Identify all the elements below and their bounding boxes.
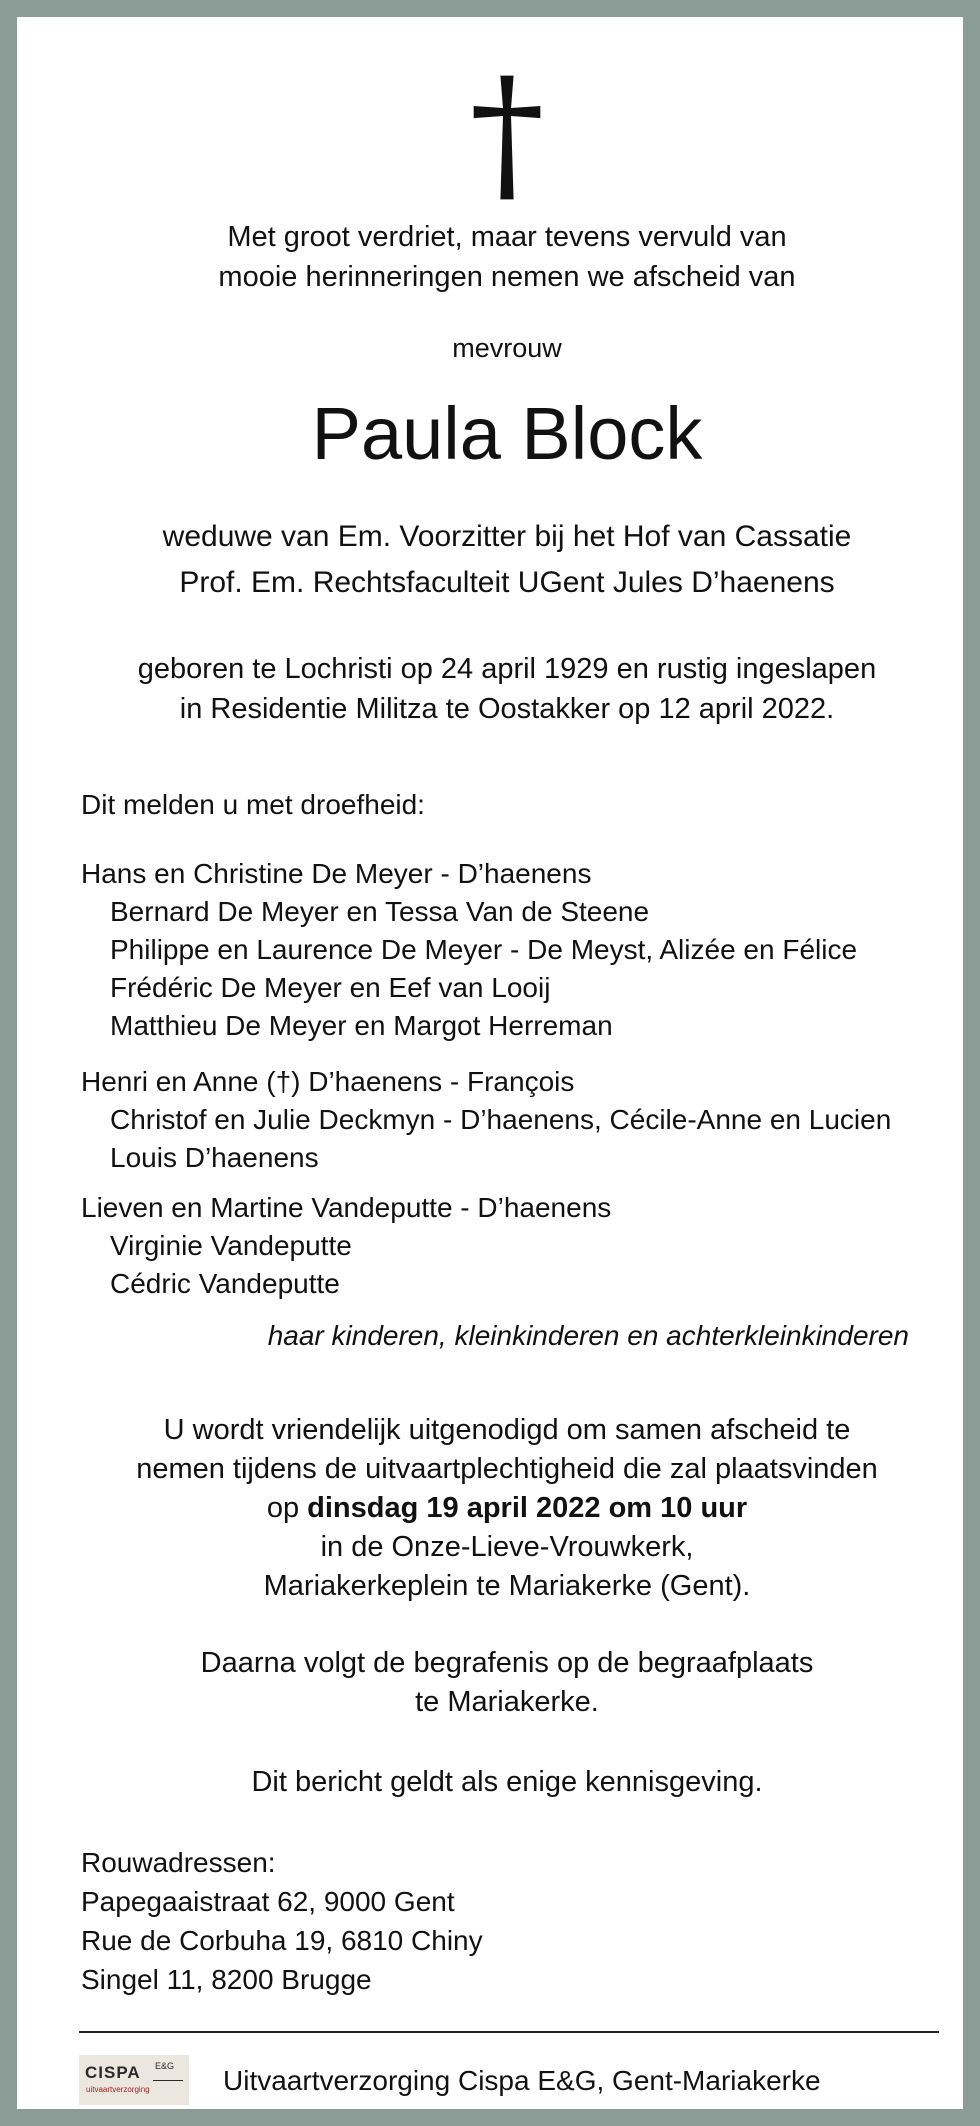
burial-text: Daarna volgt de begrafenis op de begraafplaats te Mariakerke. — [200, 1647, 814, 1718]
deceased-name: Paula Block — [311, 392, 703, 475]
family-head: Henri en Anne (†) D’haenens - François — [81, 1066, 575, 1097]
family-member: Philippe en Laurence De Meyer - De Meyst, Alizée en Félice — [110, 934, 858, 965]
grandchildren-line: haar kinderen, kleinkinderen en achterkleinkinderen — [267, 1320, 909, 1351]
notice-text: Dit bericht geldt als enige kennisgeving. — [251, 1766, 763, 1798]
family-group — [81, 1063, 951, 1177]
family-member: Matthieu De Meyer en Margot Herreman — [110, 1010, 613, 1041]
family-member: Bernard De Meyer en Tessa Van de Steene — [110, 896, 650, 927]
address-item: Papegaaistraat 62, 9000 Gent — [81, 1886, 455, 1917]
cispa-logo: CISPA E&G uitvaartverzorging — [79, 2055, 189, 2105]
cross-icon: † — [469, 47, 545, 221]
birth-death-text: geboren te Lochristi op 24 april 1929 en rustig ingeslapen in Residentie Militza te Oostakker op 12 april 2022. — [137, 653, 877, 725]
divider — [79, 2031, 939, 2033]
intro-text: Met groot verdriet, maar tevens vervuld van mooie herinneringen nemen we afscheid van — [218, 221, 796, 293]
family-member: Virginie Vandeputte — [110, 1230, 352, 1261]
announce-text: Dit melden u met droefheid: — [81, 789, 425, 820]
address-item: Singel 11, 8200 Brugge — [81, 1964, 372, 1995]
family-member: Frédéric De Meyer en Eef van Looij — [110, 972, 551, 1003]
mourning-addresses — [81, 1843, 951, 1999]
family-member: Cédric Vandeputte — [110, 1268, 340, 1299]
funeral-date: dinsdag 19 april 2022 om 10 uur — [307, 1492, 748, 1524]
relation-text: weduwe van Em. Voorzitter bij het Hof van Cassatie Prof. Em. Rechtsfaculteit UGent Jules D’haenens — [162, 520, 852, 599]
family-member: Louis D’haenens — [110, 1142, 319, 1173]
address-item: Rue de Corbuha 19, 6810 Chiny — [81, 1925, 483, 1956]
salutation: mevrouw — [452, 333, 562, 363]
family-group — [81, 1189, 951, 1303]
invitation-text: U wordt vriendelijk uitgenodigd om samen afscheid te nemen tijdens de uitvaartplechtigheid die zal plaatsvinden op dinsdag 19 april 2022 om 10 uur in de Onze-Lieve-Vrouwkerk, Mariakerkeplein te Mariakerke (Gent). — [136, 1414, 878, 1602]
addresses-label: Rouwadressen: — [81, 1847, 276, 1878]
family-group — [81, 855, 951, 1045]
funeral-home-name: Uitvaartverzorging Cispa E&G, Gent-Mariakerke — [223, 2065, 821, 2096]
family-member: Christof en Julie Deckmyn - D’haenens, Cécile-Anne en Lucien — [110, 1104, 892, 1135]
family-head: Lieven en Martine Vandeputte - D’haenens — [81, 1192, 612, 1223]
family-head: Hans en Christine De Meyer - D’haenens — [81, 858, 592, 889]
